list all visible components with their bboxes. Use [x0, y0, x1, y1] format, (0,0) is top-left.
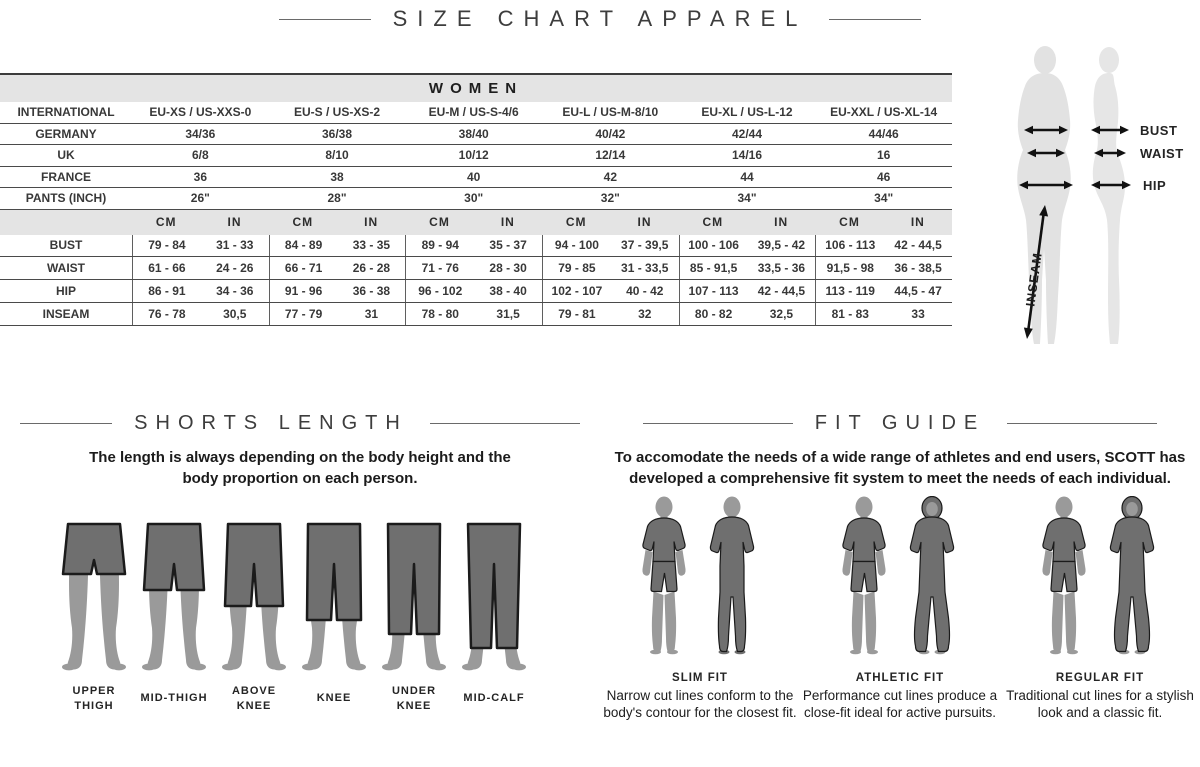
measure-cm-value: 113 - 119: [825, 283, 875, 298]
measure-cm-value: 100 - 106: [688, 238, 739, 253]
full-garment-silhouette: [710, 517, 753, 652]
measure-in-value: 33,5 - 36: [757, 261, 806, 276]
measure-cm-value: 77 - 79: [284, 306, 323, 321]
shorts-length-section: [0, 412, 600, 722]
face-shape: [1126, 502, 1138, 516]
shorts-length-label: UPPER THIGH: [72, 685, 116, 712]
size-cell: 44: [740, 169, 754, 184]
measure-cm-value: 94 - 100: [554, 238, 599, 253]
size-cell: 36/38: [321, 126, 352, 141]
size-cell: EU-M / US-S-4/6: [428, 105, 519, 120]
size-cell: 8/10: [325, 148, 349, 163]
size-cell: 34/36: [185, 126, 216, 141]
measure-group: [542, 257, 679, 279]
measure-in-value: 34 - 36: [216, 283, 254, 298]
measure-in-value: 37 - 39,5: [621, 238, 669, 253]
fit-guide-heading-row: [600, 412, 1200, 435]
measure-group: [132, 280, 269, 302]
size-cell: 32": [600, 191, 620, 206]
measure-in-value: 42 - 44,5: [757, 283, 806, 298]
measure-in-value: 40 - 42: [626, 283, 664, 298]
size-cell: 30": [464, 191, 484, 206]
fit-guide-item: [800, 496, 1000, 723]
measure-group: [405, 280, 542, 302]
measure-in-value: 33: [911, 306, 925, 321]
size-cell: EU-L / US-M-8/10: [562, 105, 659, 120]
size-row-label: FRANCE: [41, 169, 91, 184]
shorts-rule-right: [430, 423, 580, 424]
shorts-length-title: SHORTS LENGTH: [134, 412, 408, 434]
measure-group: [542, 235, 679, 257]
units-band: [0, 210, 952, 235]
shorts-shape: [468, 524, 520, 648]
measure-in-value: 26 - 28: [352, 261, 391, 276]
shorts-rule-left: [20, 423, 112, 424]
shorts-length-figures: [0, 516, 600, 714]
measure-in-value: 31 - 33,5: [621, 261, 669, 276]
size-cell: 16: [876, 148, 891, 163]
units-group: [542, 210, 679, 235]
size-row: [0, 124, 952, 146]
size-row: [0, 188, 952, 210]
shorts-shape: [388, 524, 440, 634]
fit-guide-item: [600, 496, 800, 723]
measure-in-value: 42 - 44,5: [894, 238, 942, 253]
size-cell: 28": [327, 191, 347, 206]
measure-cm-value: 61 - 66: [148, 261, 186, 276]
unit-label: CM: [839, 215, 860, 229]
unit-label: CM: [292, 215, 314, 229]
measure-cm-value: 86 - 91: [148, 283, 186, 298]
fit-description: Performance cut lines produce a close-fit ideal for active pursuits.: [802, 687, 998, 721]
size-row-label: UK: [57, 148, 75, 163]
unit-label: IN: [637, 215, 652, 229]
measure-cm-value: 79 - 85: [558, 261, 596, 276]
unit-label: IN: [227, 215, 242, 229]
measure-in-value: 36 - 38: [352, 283, 391, 298]
fit-figure-svg: [836, 496, 964, 660]
head-shape: [724, 496, 741, 517]
measure-cm-value: 80 - 82: [694, 306, 733, 321]
measure-group: [679, 235, 816, 257]
unit-label: CM: [429, 215, 450, 229]
measure-in-value: 31: [364, 306, 379, 321]
shorts-length-label: ABOVE KNEE: [231, 685, 277, 712]
shorts-length-item: [454, 516, 534, 714]
body-measurement-diagram: [988, 44, 1194, 367]
fit-name-label: SLIM FIT: [672, 671, 728, 684]
shorts-length-label: UNDER KNEE: [391, 685, 437, 712]
measure-in-value: 33 - 35: [352, 238, 391, 253]
size-row: [0, 102, 952, 124]
size-cell: 34": [874, 191, 894, 206]
face-shape: [926, 502, 938, 516]
measure-cm-value: 79 - 84: [148, 238, 186, 253]
measure-cm-value: 76 - 78: [148, 306, 186, 321]
size-cell: 26": [190, 191, 210, 206]
measure-cm-value: 89 - 94: [421, 238, 459, 253]
page-title: SIZE CHART APPAREL: [392, 6, 808, 31]
women-size-table: [0, 73, 952, 326]
measure-group: [815, 257, 952, 279]
shorts-figure-svg: [54, 516, 134, 674]
measure-in-value: 32,5: [769, 306, 794, 321]
shorts-shape: [307, 524, 361, 620]
bottom-sections: [0, 412, 1200, 722]
unit-label: IN: [774, 215, 789, 229]
measure-group: [405, 257, 542, 279]
fit-description: Narrow cut lines conform to the body's contour for the closest fit.: [603, 687, 797, 721]
size-cell: 38/40: [458, 126, 489, 141]
measure-in-value: 44,5 - 47: [894, 283, 942, 298]
fit-name-label: ATHLETIC FIT: [855, 671, 945, 684]
fit-name-label: REGULAR FIT: [1055, 671, 1145, 684]
measure-in-value: 39,5 - 42: [757, 238, 806, 253]
shorts-length-label: MID-THIGH: [140, 692, 208, 705]
measure-group: [542, 280, 679, 302]
units-group: [405, 210, 542, 235]
measure-row-label: HIP: [55, 283, 76, 298]
title-rule-right: [829, 19, 921, 20]
measure-group: [815, 280, 952, 302]
size-cell: 40: [466, 169, 481, 184]
units-group: [269, 210, 406, 235]
measure-group: [269, 257, 406, 279]
shorts-length-item: [374, 516, 454, 714]
measure-group: [679, 303, 816, 325]
measure-in-value: 35 - 37: [489, 238, 527, 253]
measure-row: [0, 235, 952, 258]
measure-group: [132, 235, 269, 257]
measure-cm-value: 66 - 71: [284, 261, 323, 276]
measure-cm-value: 84 - 89: [284, 238, 323, 253]
measure-in-value: 28 - 30: [489, 261, 527, 276]
measure-group: [815, 235, 952, 257]
shorts-figure-svg: [214, 516, 294, 674]
shorts-length-label: KNEE: [316, 692, 352, 705]
unit-label: CM: [565, 215, 587, 229]
fit-rule-right: [1007, 423, 1157, 424]
measure-group: [405, 303, 542, 325]
measure-group: [679, 280, 816, 302]
unit-label: IN: [500, 215, 515, 229]
shorts-length-item: [54, 516, 134, 714]
measure-cm-value: 85 - 91,5: [689, 261, 738, 276]
size-cell: EU-XL / US-L-12: [701, 105, 793, 120]
fit-description: Traditional cut lines for a stylish look and a classic fit.: [1006, 687, 1194, 721]
measure-group: [542, 303, 679, 325]
unit-label: CM: [155, 215, 177, 229]
front-view-figure: [1042, 496, 1085, 654]
units-group: [815, 210, 952, 235]
size-row-label: PANTS (INCH): [25, 191, 107, 206]
shorts-length-label: MID-CALF: [463, 692, 525, 705]
measure-row: [0, 280, 952, 303]
fit-figure-svg: [1036, 496, 1164, 660]
shorts-shape: [63, 524, 125, 574]
measure-group: [269, 303, 406, 325]
size-cell: 42: [603, 169, 617, 184]
unit-label: IN: [910, 215, 925, 229]
shorts-length-item: [294, 516, 374, 714]
fit-guide-title: FIT GUIDE: [814, 412, 986, 434]
measure-cm-value: 78 - 80: [421, 306, 459, 321]
measure-row-label: INSEAM: [42, 306, 90, 321]
measure-cm-value: 71 - 76: [421, 261, 459, 276]
measure-cm-value: 91,5 - 98: [826, 261, 874, 276]
size-cell: 34": [737, 191, 757, 206]
size-cell: 42/44: [731, 126, 762, 141]
units-blank-cell: [0, 210, 132, 235]
units-group: [132, 210, 269, 235]
size-cell: EU-XS / US-XXS-0: [149, 105, 252, 120]
fit-guide-description: To accomodate the needs of a wide range of athletes and end users, SCOTT has developed a comprehensive fit system to meet the needs of each individual.: [614, 449, 1186, 488]
units-group: [679, 210, 816, 235]
measure-cm-value: 96 - 102: [418, 283, 463, 298]
measure-in-value: 31 - 33: [216, 238, 254, 253]
size-row: [0, 145, 952, 167]
shorts-length-description: The length is always depending on the body height and the body proportion on each person.: [89, 449, 511, 488]
measure-cm-value: 91 - 96: [284, 283, 323, 298]
fit-guide-figures: [600, 496, 1200, 723]
measure-in-value: 31,5: [496, 306, 520, 321]
page-title-row: [0, 6, 1200, 32]
inseam-label: INSEAM: [1023, 251, 1045, 308]
size-cell: 10/12: [458, 148, 489, 163]
size-cell: 44/46: [868, 126, 899, 141]
women-band-label: WOMEN: [0, 75, 952, 102]
body-diagram-svg: [988, 44, 1194, 362]
size-cell: 12/14: [595, 148, 626, 163]
shorts-length-heading-row: [0, 412, 600, 435]
front-view-figure: [642, 496, 685, 654]
title-rule-left: [279, 19, 371, 20]
measure-in-value: 36 - 38,5: [894, 261, 942, 276]
shorts-figure-svg: [134, 516, 214, 674]
shorts-shape: [144, 524, 204, 590]
measure-in-value: 32: [638, 306, 652, 321]
fit-rule-left: [643, 423, 793, 424]
measure-group: [679, 257, 816, 279]
size-cell: 38: [330, 169, 344, 184]
measure-row-label: BUST: [49, 238, 83, 253]
front-figure-head: [1034, 46, 1056, 74]
bust-label: BUST: [1140, 123, 1178, 138]
shorts-figure-svg: [374, 516, 454, 674]
shorts-length-item: [214, 516, 294, 714]
shorts-shape: [225, 524, 283, 606]
covered-view-figure: [710, 496, 753, 654]
size-cell: EU-XXL / US-XL-14: [830, 105, 938, 120]
front-view-figure: [842, 496, 885, 654]
measure-cm-value: 102 - 107: [551, 283, 603, 298]
measure-group: [269, 235, 406, 257]
measure-group: [269, 280, 406, 302]
shorts-length-item: [134, 516, 214, 714]
measure-cm-value: 106 - 113: [825, 238, 876, 253]
size-cell: EU-S / US-XS-2: [293, 105, 380, 120]
side-figure-head: [1099, 47, 1119, 73]
measure-group: [132, 303, 269, 325]
side-figure-silhouette: [1093, 73, 1125, 344]
waist-label: WAIST: [1140, 146, 1184, 161]
measure-row: [0, 303, 952, 326]
measure-in-value: 30,5: [223, 306, 247, 321]
full-garment-silhouette: [910, 517, 953, 652]
shorts-figure-svg: [294, 516, 374, 674]
covered-view-figure: [1110, 496, 1153, 654]
measure-cm-value: 79 - 81: [558, 306, 596, 321]
size-cell: 46: [876, 169, 891, 184]
measure-row: [0, 257, 952, 280]
measure-group: [132, 257, 269, 279]
full-garment-silhouette: [1110, 517, 1153, 652]
unit-label: CM: [702, 215, 724, 229]
measure-group: [405, 235, 542, 257]
size-row-label: INTERNATIONAL: [17, 105, 115, 120]
measure-in-value: 24 - 26: [216, 261, 254, 276]
covered-view-figure: [910, 496, 953, 654]
fit-guide-item: [1000, 496, 1200, 723]
measure-cm-value: 107 - 113: [688, 283, 739, 298]
size-cell: 40/42: [595, 126, 626, 141]
fit-guide-section: [600, 412, 1200, 722]
size-cell: 6/8: [191, 148, 209, 163]
measure-row-label: WAIST: [47, 261, 85, 276]
size-cell: 14/16: [731, 148, 762, 163]
size-row-label: GERMANY: [35, 126, 97, 141]
hip-label: HIP: [1143, 178, 1167, 193]
size-cell: 36: [193, 169, 207, 184]
fit-figure-svg: [636, 496, 764, 660]
measure-group: [815, 303, 952, 325]
unit-label: IN: [364, 215, 379, 229]
shorts-figure-svg: [454, 516, 534, 674]
size-row: [0, 167, 952, 189]
measure-cm-value: 81 - 83: [831, 306, 869, 321]
measure-in-value: 38 - 40: [489, 283, 527, 298]
